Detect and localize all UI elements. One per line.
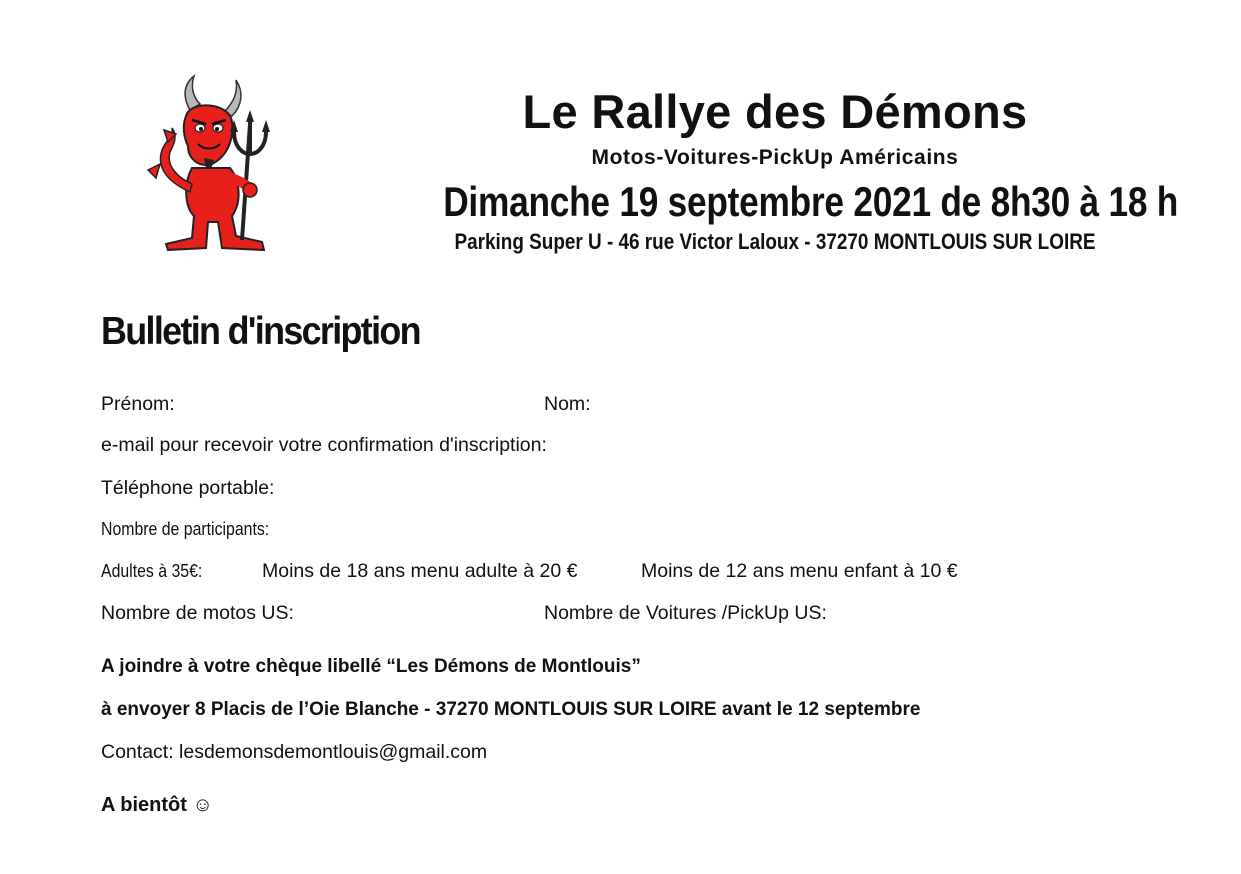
telephone-label: Téléphone portable: bbox=[101, 477, 275, 499]
mailing-instruction: à envoyer 8 Placis de l’Oie Blanche - 37270 MONTLOUIS SUR LOIRE avant le 12 septembre bbox=[101, 699, 921, 720]
email-label: e-mail pour recevoir votre confirmation d'inscription: bbox=[101, 434, 547, 456]
event-subtitle: Motos-Voitures-PickUp Américains bbox=[591, 146, 959, 169]
form-title: Bulletin d'inscription bbox=[101, 310, 420, 353]
prenom-label: Prénom: bbox=[101, 393, 175, 415]
moins12-label: Moins de 12 ans menu enfant à 10 € bbox=[641, 560, 958, 582]
event-title: Le Rallye des Démons bbox=[522, 85, 1028, 138]
adultes-label: Adultes à 35€: bbox=[101, 561, 203, 581]
motos-label: Nombre de motos US: bbox=[101, 602, 294, 624]
event-address: Parking Super U - 46 rue Victor Laloux - 37270 MONTLOUIS SUR LOIRE bbox=[454, 229, 1096, 254]
moins18-label: Moins de 18 ans menu adulte à 20 € bbox=[262, 560, 578, 582]
voitures-label: Nombre de Voitures /PickUp US: bbox=[544, 602, 827, 624]
participants-label: Nombre de participants: bbox=[101, 519, 270, 539]
nom-label: Nom: bbox=[544, 393, 591, 415]
event-date: Dimanche 19 septembre 2021 de 8h30 à 18 h bbox=[443, 178, 1179, 225]
goodbye-text: A bientôt ☺ bbox=[101, 794, 213, 816]
cheque-instruction: A joindre à votre chèque libellé “Les Démons de Montlouis” bbox=[101, 656, 641, 677]
devil-logo-icon bbox=[138, 72, 278, 252]
contact-email: Contact: lesdemonsdemontlouis@gmail.com bbox=[101, 741, 488, 763]
